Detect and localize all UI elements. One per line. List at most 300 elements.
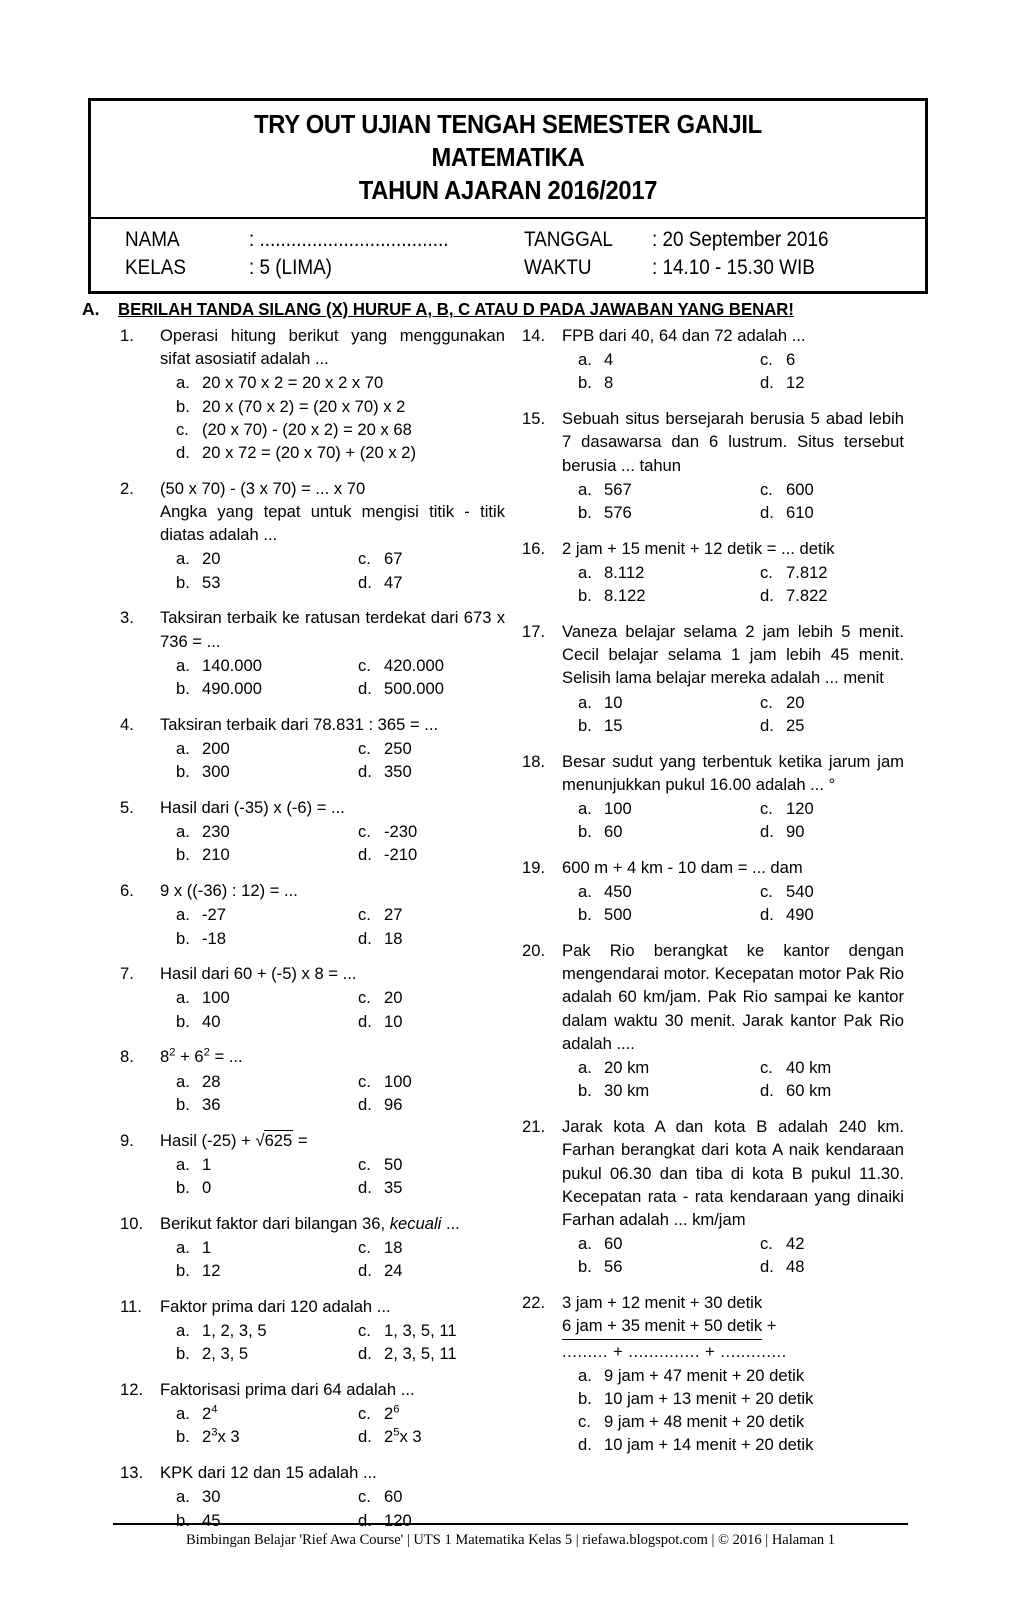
option-value: 567	[604, 479, 632, 499]
exam-title	[120, 109, 896, 208]
question-body	[160, 1295, 505, 1366]
option-b[interactable]	[578, 501, 760, 524]
option-value: 60	[384, 1487, 403, 1507]
option-d[interactable]	[760, 371, 904, 394]
option-a[interactable]	[578, 880, 760, 903]
option-b[interactable]	[176, 760, 358, 783]
option-a[interactable]	[578, 1056, 760, 1079]
option-b[interactable]	[176, 1176, 358, 1199]
option-row	[176, 395, 505, 418]
footer-text: Bimbingan Belajar 'Rief Awa Course' | UTS 1 Matematika Kelas 5 | riefawa.blogspot.com | © 2016 | Halaman 1	[185, 1532, 836, 1548]
option-b[interactable]	[176, 1259, 358, 1282]
option-label: c.	[358, 739, 371, 758]
option-value: 7.822	[786, 586, 828, 606]
option-value: 2, 3, 5	[202, 1344, 249, 1364]
option-row	[176, 1402, 505, 1425]
option-row	[176, 1153, 505, 1176]
options-list	[562, 691, 904, 737]
option-c[interactable]	[760, 880, 904, 903]
option-c[interactable]	[760, 348, 904, 371]
question-body	[160, 962, 505, 1033]
nama-value: : ....................................	[249, 228, 449, 252]
option-label: d.	[358, 928, 372, 948]
option-label: d.	[358, 1178, 372, 1197]
option-d[interactable]	[358, 1342, 505, 1365]
options-list	[160, 547, 505, 593]
option-row	[578, 691, 904, 714]
option-a[interactable]	[578, 1364, 904, 1387]
option-row	[176, 1319, 505, 1342]
option-b[interactable]	[176, 1425, 358, 1448]
option-a[interactable]	[176, 1236, 358, 1259]
option-c[interactable]	[760, 561, 904, 584]
tanggal-value: : 20 September 2016	[652, 228, 829, 252]
option-label: b.	[176, 1011, 190, 1031]
option-row	[176, 760, 505, 783]
question-number: 17.	[522, 621, 546, 641]
question-text: Faktorisasi prima dari 64 adalah ...	[160, 1380, 415, 1400]
question-number: 21.	[522, 1117, 546, 1137]
option-label: b.	[176, 679, 190, 699]
question-number: 8.	[120, 1047, 134, 1067]
option-c[interactable]	[358, 986, 505, 1009]
option-row	[578, 880, 904, 903]
option-c[interactable]	[358, 654, 505, 677]
option-value: 20 x 72 = (20 x 70) + (20 x 2)	[202, 443, 416, 463]
option-label: d.	[358, 572, 372, 592]
question-text: FPB dari 40, 64 dan 72 adalah ...	[562, 326, 806, 345]
option-label: d.	[760, 586, 774, 606]
option-c[interactable]	[358, 737, 505, 760]
option-value: -27	[202, 905, 226, 925]
option-a[interactable]	[176, 547, 358, 570]
waktu-value: : 14.10 - 15.30 WIB	[652, 256, 815, 280]
option-label: d.	[358, 1094, 372, 1114]
option-d[interactable]	[358, 927, 505, 950]
footer-divider	[113, 1523, 908, 1525]
option-value: 7.812	[786, 562, 828, 582]
question-text: Faktor prima dari 120 adalah ...	[160, 1296, 391, 1316]
options-list	[562, 880, 904, 926]
option-d[interactable]	[358, 843, 505, 866]
option-value: 450	[604, 882, 632, 902]
option-label: a.	[176, 373, 190, 393]
question-item	[522, 750, 904, 844]
option-c[interactable]	[358, 820, 505, 843]
option-label: d.	[358, 762, 372, 782]
option-value: 120	[786, 798, 814, 818]
option-value: 24	[384, 1261, 403, 1281]
option-row	[176, 820, 505, 843]
option-a[interactable]	[578, 1232, 760, 1255]
option-value: 6	[786, 350, 796, 370]
option-label: d.	[578, 1435, 592, 1455]
option-row	[176, 1070, 505, 1093]
options-list	[160, 1153, 505, 1199]
option-label: d.	[760, 715, 774, 735]
questions-column-left	[120, 324, 505, 1544]
option-label: d.	[760, 503, 774, 523]
question-body	[160, 1378, 505, 1449]
option-c[interactable]	[358, 903, 505, 926]
option-value: 10 jam + 14 menit + 20 detik	[604, 1435, 814, 1455]
option-row	[176, 843, 505, 866]
option-label: d.	[760, 905, 774, 925]
option-row	[176, 371, 505, 394]
question-item	[120, 962, 505, 1033]
option-label: b.	[176, 1510, 190, 1530]
section-letter: A.	[82, 299, 100, 319]
question-number: 16.	[522, 538, 546, 558]
option-value: 4	[604, 350, 614, 370]
option-b[interactable]	[578, 371, 760, 394]
option-label: d.	[358, 679, 372, 699]
option-d[interactable]	[358, 1093, 505, 1116]
question-text: Taksiran terbaik dari 78.831 : 365 = ...	[160, 714, 439, 734]
option-d[interactable]	[760, 820, 904, 843]
option-label: a.	[578, 798, 592, 818]
option-b[interactable]	[176, 571, 358, 594]
question-body	[562, 939, 904, 1103]
option-c[interactable]	[760, 691, 904, 714]
question-item	[120, 477, 505, 594]
option-a[interactable]	[176, 903, 358, 926]
option-value: 10	[604, 692, 623, 712]
exam-info-left	[91, 226, 508, 281]
option-d[interactable]	[760, 903, 904, 926]
option-c[interactable]	[358, 1153, 505, 1176]
option-label: a.	[578, 1365, 592, 1385]
nama-label: NAMA	[125, 228, 180, 252]
option-c[interactable]	[760, 1232, 904, 1255]
option-b[interactable]	[578, 714, 760, 737]
option-label: b.	[176, 845, 190, 865]
option-value: 1, 2, 3, 5	[202, 1321, 267, 1341]
option-label: c.	[358, 1321, 371, 1341]
question-number: 2.	[120, 478, 134, 498]
exam-info-left-values	[249, 226, 471, 281]
option-a[interactable]	[176, 1485, 358, 1508]
option-value: 540	[786, 882, 814, 902]
option-value: (20 x 70) - (20 x 2) = 20 x 68	[202, 419, 412, 439]
question-item	[522, 856, 904, 927]
option-c[interactable]	[760, 797, 904, 820]
question-body	[160, 1461, 505, 1532]
option-value: 20 x (70 x 2) = (20 x 70) x 2	[202, 396, 406, 416]
option-b[interactable]	[176, 843, 358, 866]
option-label: c.	[760, 692, 773, 712]
option-row	[578, 478, 904, 501]
question-number: 20.	[522, 941, 546, 961]
option-label: d.	[358, 1261, 372, 1281]
option-row	[176, 737, 505, 760]
option-row	[176, 903, 505, 926]
option-row	[176, 654, 505, 677]
option-d[interactable]	[358, 1259, 505, 1282]
question-number: 4.	[120, 714, 134, 734]
option-b[interactable]	[578, 1255, 760, 1278]
option-b[interactable]	[176, 1010, 358, 1033]
option-b[interactable]	[578, 820, 760, 843]
option-row	[176, 1176, 505, 1199]
option-value: -18	[202, 928, 226, 948]
option-value: $2^4$	[202, 1403, 218, 1424]
option-label: a.	[578, 350, 592, 370]
option-row	[578, 797, 904, 820]
option-b[interactable]	[578, 584, 760, 607]
option-value: 42	[786, 1234, 805, 1254]
question-item	[120, 1045, 505, 1116]
option-label: d.	[358, 1510, 372, 1530]
option-label: b.	[578, 1388, 592, 1408]
question-body	[160, 796, 505, 867]
option-a[interactable]	[578, 691, 760, 714]
question-text: $8^2 + 6^2$ = ...	[160, 1046, 243, 1067]
option-c[interactable]	[176, 418, 505, 441]
option-row	[578, 1232, 904, 1255]
option-value: 1	[202, 1237, 212, 1257]
option-label: b.	[176, 572, 190, 592]
option-value: 2, 3, 5, 11	[384, 1344, 457, 1364]
option-value: 8	[604, 373, 614, 393]
option-d[interactable]	[358, 1176, 505, 1199]
option-d[interactable]	[358, 1010, 505, 1033]
option-d[interactable]	[760, 584, 904, 607]
question-body	[562, 1115, 904, 1279]
option-label: c.	[358, 1237, 371, 1257]
option-c[interactable]	[760, 1056, 904, 1079]
option-c[interactable]	[358, 547, 505, 570]
options-list	[160, 903, 505, 949]
option-a[interactable]	[578, 348, 760, 371]
option-label: d.	[176, 443, 190, 463]
option-a[interactable]	[176, 1402, 358, 1425]
options-list	[562, 1056, 904, 1102]
option-label: c.	[358, 1071, 371, 1091]
option-label: c.	[358, 549, 371, 569]
question-item	[522, 324, 904, 395]
question-text: 600 m + 4 km - 10 dam = ... dam	[562, 857, 803, 877]
option-value: 20 x 70 x 2 = 20 x 2 x 70	[202, 373, 384, 393]
option-c[interactable]	[358, 1319, 505, 1342]
option-c[interactable]	[358, 1236, 505, 1259]
option-a[interactable]	[176, 986, 358, 1009]
exam-info-right-labels	[524, 226, 652, 281]
option-value: 610	[786, 503, 814, 523]
option-value: $2^3x$ 3	[202, 1426, 240, 1447]
option-row	[176, 1093, 505, 1116]
option-label: c.	[358, 988, 371, 1008]
option-row	[176, 1236, 505, 1259]
question-text: Operasi hitung berikut yang menggunakan sifat asosiatif adalah ...	[160, 326, 505, 369]
option-d[interactable]	[358, 1425, 505, 1448]
option-a[interactable]	[176, 654, 358, 677]
option-row	[578, 584, 904, 607]
option-d[interactable]	[358, 677, 505, 700]
option-row	[176, 547, 505, 570]
page-footer	[113, 1523, 908, 1549]
option-b[interactable]	[578, 1079, 760, 1102]
option-label: a.	[176, 549, 190, 569]
question-text: Jarak kota A dan kota B adalah 240 km. Farhan berangkat dari kota A naik kendaraan pukul 06.30 dan tiba di kota B pukul 11.30. Kecepatan rata - rata kendaraan yang dinaiki Farhan adalah ... km/jam	[562, 1117, 904, 1229]
option-label: a.	[578, 479, 592, 499]
question-item	[120, 1129, 505, 1200]
question-item	[120, 879, 505, 950]
option-c[interactable]	[358, 1402, 505, 1425]
option-c[interactable]	[578, 1410, 904, 1433]
options-list	[562, 1232, 904, 1278]
option-b[interactable]	[176, 927, 358, 950]
question-text: Hasil dari (-35) x (-6) = ...	[160, 797, 345, 817]
option-value: 490.000	[202, 679, 262, 699]
option-label: b.	[578, 822, 592, 842]
option-d[interactable]	[760, 1255, 904, 1278]
option-label: b.	[176, 1178, 190, 1197]
question-body	[160, 606, 505, 700]
option-value: 45	[202, 1510, 221, 1530]
question-text: Sebuah situs bersejarah berusia 5 abad lebih 7 dasawarsa dan 6 lustrum. Situs tersebut berusia ... tahun	[562, 409, 904, 475]
option-d[interactable]	[358, 571, 505, 594]
option-value: 12	[202, 1261, 221, 1281]
option-label: c.	[760, 882, 773, 902]
option-value: 120	[384, 1510, 412, 1530]
question-text: Pak Rio berangkat ke kantor dengan mengendarai motor. Kecepatan motor Pak Rio adalah 60 km/jam. Pak Rio sampai ke kantor dalam waktu 30 menit. Jarak kantor Pak Rio adalah ....	[562, 941, 904, 1053]
option-label: c.	[358, 655, 371, 675]
option-value: 60	[604, 1234, 623, 1254]
option-label: b.	[578, 1081, 592, 1101]
option-value: 40	[202, 1011, 221, 1031]
option-row	[578, 820, 904, 843]
question-number: 18.	[522, 751, 546, 771]
option-label: a.	[176, 1154, 190, 1174]
option-a[interactable]	[578, 797, 760, 820]
option-label: a.	[578, 562, 592, 582]
option-label: a.	[176, 905, 190, 925]
option-value: 10	[384, 1011, 403, 1031]
options-list	[562, 561, 904, 607]
option-value: 1	[202, 1154, 212, 1174]
question-body	[562, 407, 904, 524]
option-label: d.	[358, 1011, 372, 1031]
option-c[interactable]	[358, 1485, 505, 1508]
section-instruction: BERILAH TANDA SILANG (X) HURUF A, B, C ATAU D PADA JAWABAN YANG BENAR!	[118, 299, 794, 319]
question-number: 5.	[120, 797, 134, 817]
option-value: 20	[202, 549, 221, 569]
question-body	[160, 1129, 505, 1200]
option-c[interactable]	[358, 1070, 505, 1093]
option-d[interactable]	[358, 760, 505, 783]
question-item	[522, 1291, 904, 1457]
question-number: 14.	[522, 326, 546, 345]
option-d[interactable]	[760, 501, 904, 524]
option-value: 20 km	[604, 1058, 650, 1078]
option-value: 25	[786, 715, 805, 735]
question-item	[522, 939, 904, 1103]
options-list	[160, 1236, 505, 1282]
option-row	[578, 1255, 904, 1278]
option-a[interactable]	[176, 1319, 358, 1342]
option-value: 9 jam + 47 menit + 20 detik	[604, 1365, 805, 1385]
option-a[interactable]	[578, 478, 760, 501]
option-value: 40 km	[786, 1058, 832, 1078]
option-label: c.	[578, 1412, 591, 1432]
option-label: c.	[760, 798, 773, 818]
option-row	[578, 501, 904, 524]
exam-info-table	[91, 217, 925, 286]
option-value: 10 jam + 13 menit + 20 detik	[604, 1388, 814, 1408]
option-a[interactable]	[176, 820, 358, 843]
option-d[interactable]	[176, 441, 505, 464]
option-b[interactable]	[176, 1093, 358, 1116]
options-list	[160, 737, 505, 783]
option-b[interactable]	[176, 1342, 358, 1365]
option-value: 30	[202, 1487, 221, 1507]
option-b[interactable]	[176, 677, 358, 700]
option-b[interactable]	[578, 1387, 904, 1410]
option-c[interactable]	[760, 478, 904, 501]
question-number: 10.	[120, 1213, 144, 1233]
options-list	[160, 371, 505, 464]
question-text: Hasil (-25) + √625 =	[160, 1130, 308, 1150]
option-value: 300	[202, 762, 230, 782]
option-a[interactable]	[176, 737, 358, 760]
question-number: 11.	[120, 1296, 142, 1316]
option-row	[176, 1485, 505, 1508]
option-a[interactable]	[176, 371, 505, 394]
options-list	[562, 1364, 904, 1457]
option-a[interactable]	[176, 1153, 358, 1176]
option-b[interactable]	[578, 903, 760, 926]
option-value: 600	[786, 479, 814, 499]
option-label: c.	[760, 479, 773, 499]
question-item	[120, 1461, 505, 1532]
option-a[interactable]	[176, 1070, 358, 1093]
question-body	[160, 713, 505, 784]
options-list	[160, 1070, 505, 1116]
question-number: 3.	[120, 608, 134, 628]
option-d[interactable]	[760, 714, 904, 737]
option-value: 50	[384, 1154, 403, 1174]
options-list	[160, 986, 505, 1032]
question-item	[120, 1212, 505, 1283]
option-label: b.	[578, 1257, 592, 1277]
question-number: 1.	[120, 326, 134, 345]
option-b[interactable]	[176, 395, 505, 418]
option-a[interactable]	[578, 561, 760, 584]
option-d[interactable]	[578, 1433, 904, 1456]
options-list	[160, 1402, 505, 1448]
exam-info-right-values	[652, 226, 848, 281]
question-item	[120, 1295, 505, 1366]
option-label: d.	[358, 1344, 372, 1364]
option-row	[578, 1433, 904, 1456]
option-row	[578, 1364, 904, 1387]
title-line-3: TAHUN AJARAN 2016/2017	[358, 177, 658, 206]
question-text: Taksiran terbaik ke ratusan terdekat dari 673 x 736 = ...	[160, 608, 505, 651]
option-label: b.	[578, 586, 592, 606]
option-value: 20	[384, 988, 403, 1008]
option-label: c.	[358, 1404, 371, 1424]
option-value: 56	[604, 1257, 623, 1277]
question-text: Hasil dari 60 + (-5) x 8 = ...	[160, 964, 357, 984]
option-label: d.	[358, 1427, 372, 1447]
question-text: Besar sudut yang terbentuk ketika jarum jam menunjukkan pukul 16.00 adalah ... °	[562, 751, 904, 794]
option-value: 350	[384, 762, 412, 782]
question-body	[160, 477, 505, 594]
option-d[interactable]	[760, 1079, 904, 1102]
option-value: 53	[202, 572, 221, 592]
option-value: 67	[384, 549, 403, 569]
